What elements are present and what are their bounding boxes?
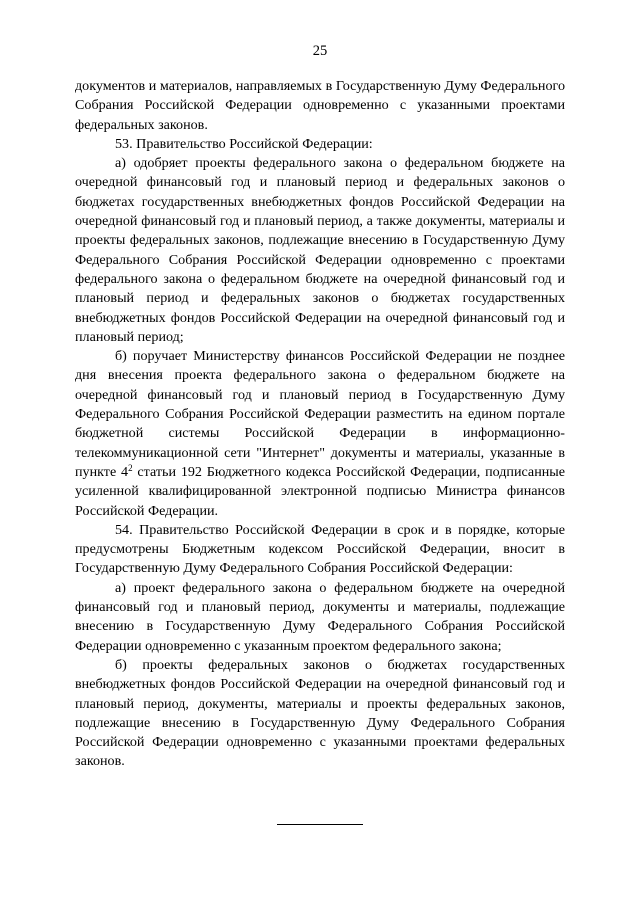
superscript-index: 2	[128, 462, 133, 473]
paragraph-continuation: документов и материалов, направляемых в Государственную Думу Федерального Собрания Российской Федерации одновременно с указанными проектами федеральных законов.	[75, 78, 565, 133]
paragraph-item-53: 53. Правительство Российской Федерации:	[115, 135, 373, 152]
paragraph-item-53-b	[75, 347, 565, 521]
paragraph-item-54-b: б) проекты федеральных законов о бюджетах государственных внебюджетных фондов Российской Федерации на очередной финансовый год и плановый период, документы, материалы и проекты федеральных законов, подлежащие внесению в Государственную Думу Федерального Собрания Российской Федерации одновременно с указанными проектами федеральных законов.	[75, 656, 565, 770]
paragraph-item-53-b-text-end: статьи 192 Бюджетного кодекса Российской Федерации, подписанные усиленной квалифицированной электронной подписью Министра финансов Российской Федерации.	[75, 463, 565, 519]
paragraph-item-53-b-text-start: б) поручает Министерству финансов Российской Федерации не позднее дня внесения проекта федерального закона о федеральном бюджете на очередной финансовый год и плановый период в Государственную Думу Федерального Собрания Российской Федерации разместить на едином портале бюджетной системы Российской Федерации в информационно-телекоммуникационной сети "Интернет" документы и материалы, указанные в пункте 4	[75, 348, 565, 480]
paragraph-item-54: 54. Правительство Российской Федерации в срок и в порядке, которые предусмотрены Бюджетным кодексом Российской Федерации, вносит в Государственную Думу Федерального Собрания Российской Федерации:	[75, 521, 565, 577]
paragraph-item-53-a: а) одобряет проекты федерального закона о федеральном бюджете на очередной финансовый год и плановый период и федеральных законов о бюджетах государственных внебюджетных фондов Российской Федерации на очередной финансовый год и плановый период, а также документы, материалы и проекты федеральных законов, подлежащие внесению в Государственную Думу Федерального Собрания Российской Федерации одновременно с проектами федерального закона о федеральном бюджете на очередной финансовый год и плановый период и федеральных законов о бюджетах государственных внебюджетных фондов Российской Федерации на очередной финансовый год и плановый период;	[75, 155, 565, 345]
document-body	[75, 77, 565, 772]
footer-divider	[277, 824, 363, 825]
paragraph-item-54-a: а) проект федерального закона о федеральном бюджете на очередной финансовый год и плановый период, документы и материалы, подлежащие внесению в Государственную Думу Федерального Собрания Российской Федерации одновременно с указанным проектом федерального закона;	[75, 579, 565, 654]
page-number: 25	[312, 43, 328, 59]
